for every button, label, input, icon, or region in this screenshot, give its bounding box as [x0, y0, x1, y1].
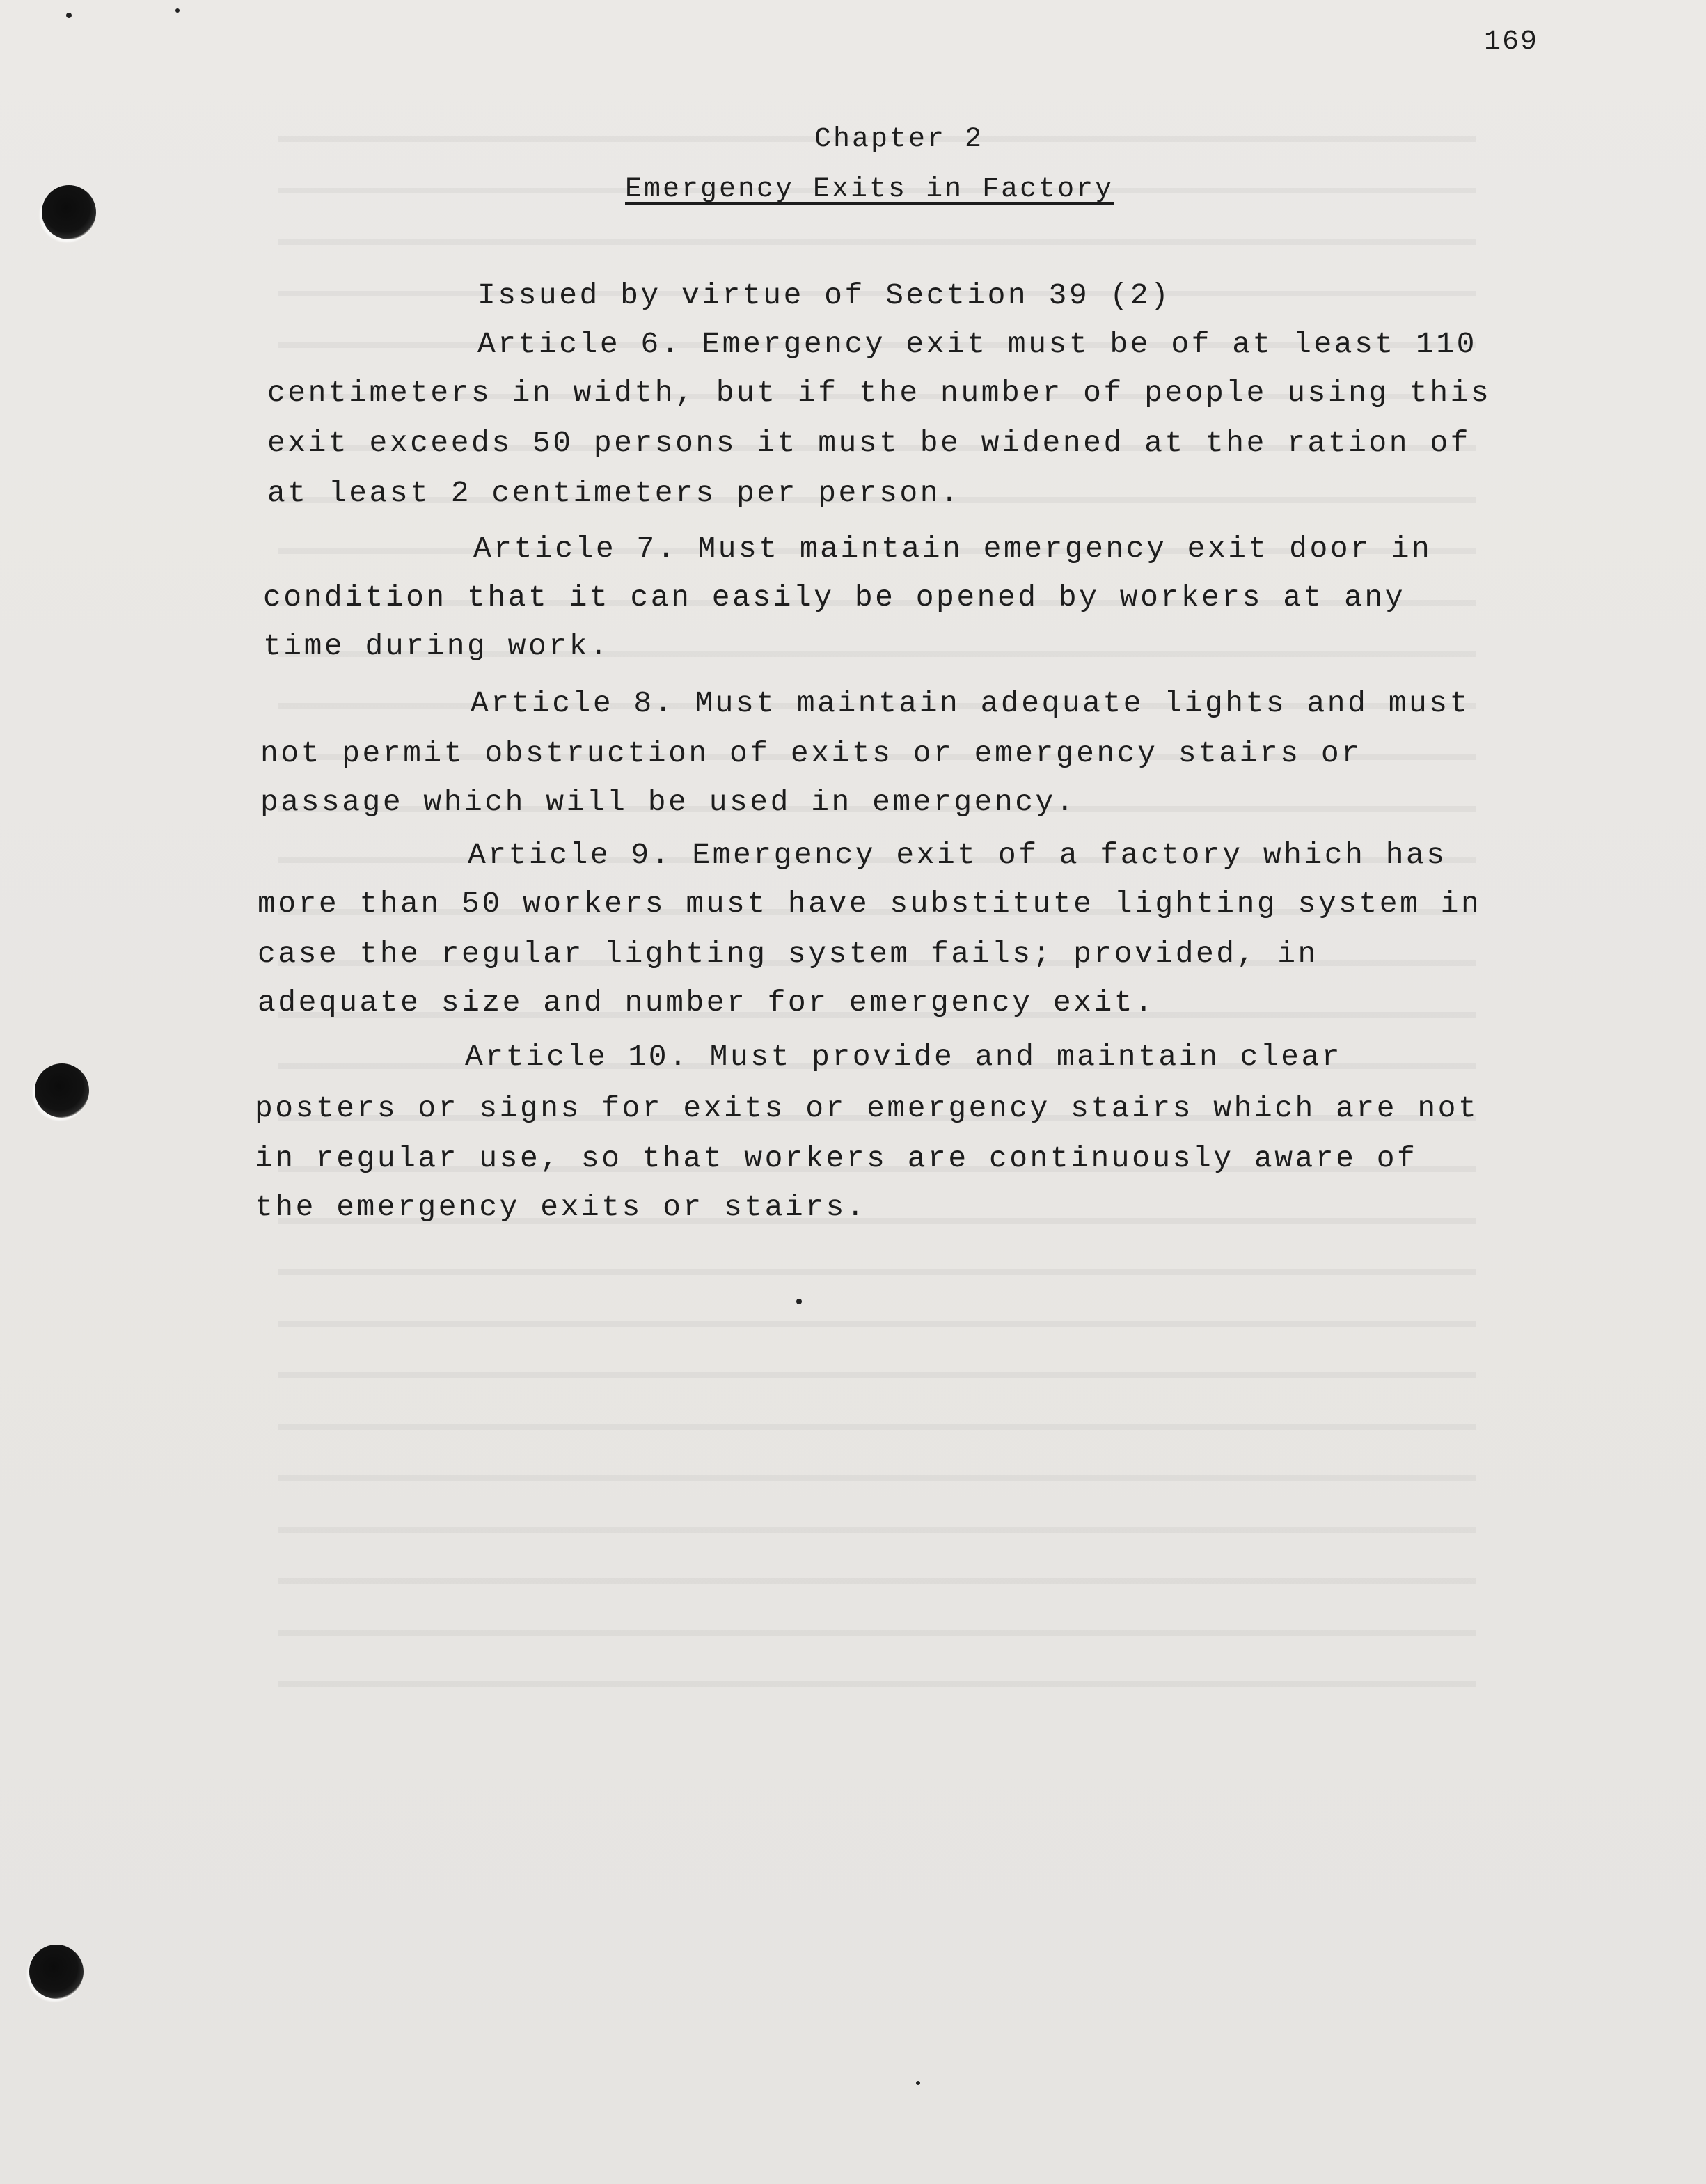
body-line: case the regular lighting system fails; provided, in — [258, 937, 1318, 971]
body-line: condition that it can easily be opened by workers at any — [263, 580, 1406, 615]
speck — [175, 8, 180, 13]
punch-hole-bottom — [29, 1945, 84, 1999]
chapter-title: Chapter 2 — [814, 124, 984, 155]
body-line: passage which will be used in emergency. — [260, 785, 1077, 819]
page-number: 169 — [1484, 26, 1539, 58]
body-line: centimeters in width, but if the number of people using this — [267, 376, 1492, 410]
punch-hole-top — [42, 185, 96, 239]
speck — [796, 1299, 802, 1304]
body-line: at least 2 centimeters per person. — [267, 476, 961, 510]
body-line: exit exceeds 50 persons it must be widened at the ration of — [267, 426, 1471, 460]
body-line: Article 6. Emergency exit must be of at least 110 — [477, 327, 1477, 361]
speck — [916, 2081, 920, 2085]
body-line: Article 9. Emergency exit of a factory which has — [468, 838, 1447, 872]
speck — [66, 13, 72, 18]
body-line: Article 8. Must maintain adequate lights and must — [471, 686, 1470, 720]
punch-hole-middle — [35, 1063, 89, 1118]
body-line: in regular use, so that workers are continuously aware of — [255, 1141, 1418, 1176]
body-line: Article 10. Must provide and maintain clear — [465, 1040, 1343, 1074]
section-heading: Emergency Exits in Factory — [625, 174, 1114, 205]
issued-by-line: Issued by virtue of Section 39 (2) — [477, 278, 1171, 312]
body-line: Article 7. Must maintain emergency exit door in — [473, 532, 1432, 566]
body-line: adequate size and number for emergency exit. — [258, 986, 1155, 1020]
body-line: posters or signs for exits or emergency stairs which are not — [255, 1091, 1479, 1125]
body-line: not permit obstruction of exits or emergency stairs or — [260, 736, 1362, 770]
body-line: more than 50 workers must have substitute lighting system in — [258, 887, 1482, 921]
body-line: the emergency exits or stairs. — [255, 1190, 867, 1224]
body-line: time during work. — [263, 629, 610, 663]
